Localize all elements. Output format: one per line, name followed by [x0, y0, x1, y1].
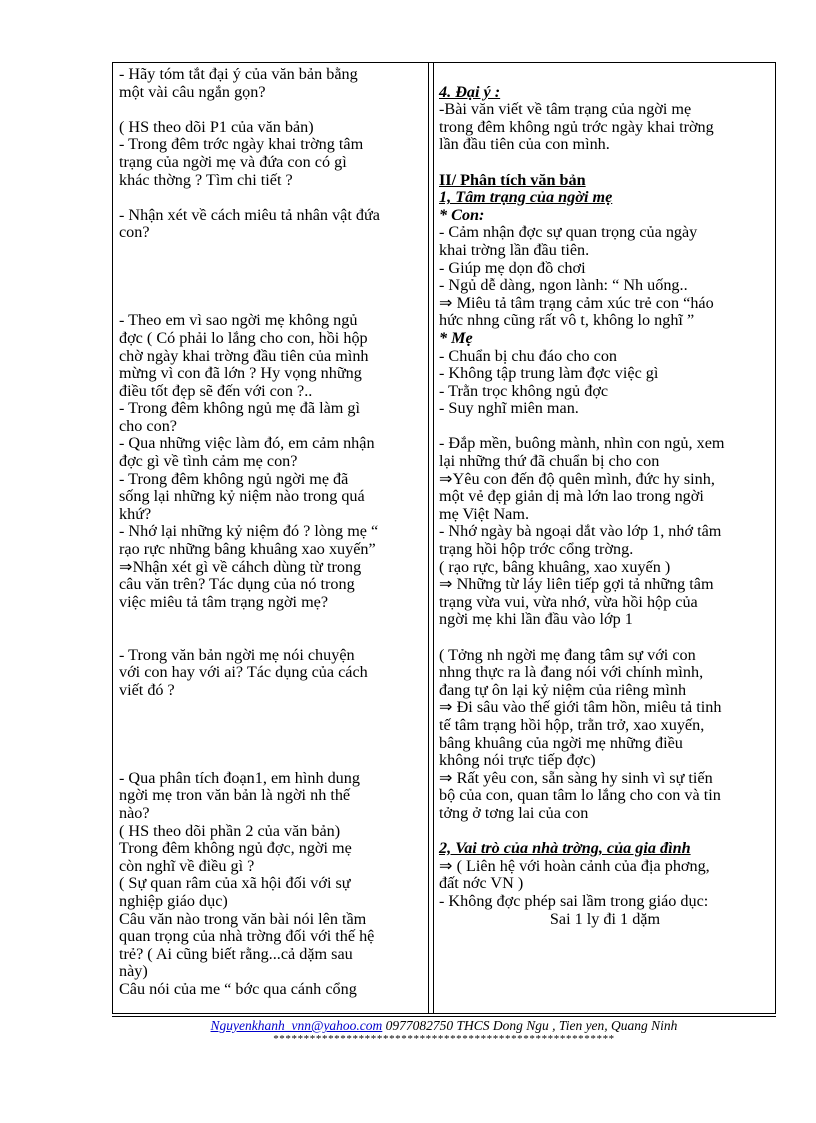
subheading-tam-trang: 1, Tâm trạng của ngời mẹ — [439, 188, 613, 207]
question-line: viết đó ? — [119, 680, 175, 699]
footer-rule — [112, 1016, 776, 1017]
me-line: - Chuẩn bị chu đáo cho con — [439, 346, 618, 365]
me-line: tởng ở tơng lai của con — [439, 803, 589, 822]
dai-y-line: trong đêm không ngủ trớc ngày khai trờng — [439, 117, 714, 136]
question-line: trạng của ngời mẹ và đứa con có gì — [119, 152, 347, 171]
question-line: con? — [119, 223, 150, 242]
me-line: lại những thứ đã chuẩn bị cho con — [439, 452, 660, 471]
question-line — [119, 611, 424, 629]
dai-y-text — [439, 101, 771, 154]
me-line: ngời mẹ khi lần đầu vào lớp 1 — [439, 610, 633, 629]
question-line: đợc gì về tình cảm mẹ con? — [119, 452, 298, 471]
me-line: bộ của con, quan tâm lo lắng cho con và tin — [439, 786, 721, 805]
question-line: đợc ( Có phải lo lắng cho con, hồi hộp — [119, 328, 368, 347]
question-line: chờ ngày khai trờng đầu tiên của mình — [119, 346, 369, 365]
question-line: một vài câu ngắn gọn? — [119, 82, 266, 101]
me-line: không nói trực tiếp đợc) — [439, 751, 596, 770]
me-line: ⇒ Đi sâu vào thế giới tâm hồn, miêu tả tinh — [439, 698, 722, 717]
footer-email-link[interactable]: Nguyenkhanh_vnn@yahoo.com — [210, 1018, 383, 1033]
footer-stars: ******************************************************** — [273, 1033, 615, 1045]
column-divider — [428, 62, 429, 1014]
me-line: đang tự ôn lại kỷ niệm của riêng mình — [439, 680, 687, 699]
section-heading-dai-y: 4. Đại ý : — [439, 82, 501, 101]
question-line: Trong đêm không ngủ đợc, ngời mẹ — [119, 839, 352, 858]
me-line: - Suy nghĩ miên man. — [439, 399, 579, 418]
section-heading-phan-tich: II/ Phân tích văn bản — [439, 170, 586, 189]
question-line: - Nhận xét về cách miêu tả nhân vật đứa — [119, 205, 380, 224]
me-text — [439, 348, 771, 823]
question-line — [119, 260, 424, 278]
me-line: ⇒ Những từ láy liên tiếp gợi tả những tâm — [439, 575, 714, 594]
question-line: Câu nói của me “ bớc qua cánh cổng — [119, 979, 357, 998]
question-line: - Trong đêm không ngủ ngời mẹ đã — [119, 469, 349, 488]
question-line: trẻ? ( Ai cũng biết rằng...cả dặm sau — [119, 944, 353, 963]
me-line — [439, 629, 771, 647]
proverb-line: Sai 1 ly đi 1 dặm — [549, 909, 661, 928]
question-line: điều tốt đẹp sẽ đến với con ?.. — [119, 381, 313, 400]
vai-tro-text — [439, 858, 771, 911]
question-line: câu văn trên? Tác dụng của nó trong — [119, 575, 355, 594]
me-line: ( rạo rực, bâng khuâng, xao xuyến ) — [439, 557, 671, 576]
me-line: tế tâm trạng hồi hộp, trằn trở, xao xuyến, — [439, 715, 705, 734]
question-line: - Qua những việc làm đó, em cảm nhận — [119, 434, 375, 453]
question-line: ⇒Nhận xét gì về cáhch dùng từ trong — [119, 557, 362, 576]
question-line: nào? — [119, 803, 150, 822]
question-line: ngời mẹ tron văn bản là ngời nh thế — [119, 786, 351, 805]
question-line: mừng vì con đã lớn ? Hy vọng những — [119, 364, 362, 383]
me-line: trạng hồi hộp trớc cổng trờng. — [439, 540, 634, 559]
me-line: - Nhớ ngày bà ngoại dắt vào lớp 1, nhớ tâm — [439, 522, 722, 541]
dai-y-line: lần đầu tiên của con mình. — [439, 135, 610, 154]
subheading-vai-tro: 2, Vai trò của nhà trờng, của gia đình — [439, 839, 691, 858]
question-line — [119, 629, 424, 647]
question-line — [119, 735, 424, 753]
me-line: - Đắp mền, buông mành, nhìn con ngủ, xem — [439, 434, 725, 453]
question-line: - Trong văn bản ngời mẹ nói chuyện — [119, 645, 355, 664]
label-me: * Mẹ — [439, 328, 473, 347]
vai-tro-line: đất nớc VN ) — [439, 874, 524, 893]
lesson-content-column — [439, 66, 771, 928]
page-footer — [112, 1018, 776, 1034]
column-divider — [433, 62, 434, 1014]
me-line — [439, 418, 771, 436]
teacher-questions-column — [119, 66, 424, 998]
me-line: bâng khuâng của ngời mẹ những điều — [439, 733, 683, 752]
con-line: - Cảm nhận đợc sự quan trọng của ngày — [439, 223, 698, 242]
me-line: - Không tập trung làm đợc việc gì — [439, 364, 659, 383]
dai-y-line: -Bài văn viết về tâm trạng của ngời mẹ — [439, 100, 692, 119]
question-line: - Hãy tóm tắt đại ý của văn bản bằng — [119, 65, 358, 83]
question-line: ( Sự quan râm của xã hội đối với sự — [119, 874, 351, 893]
question-line — [119, 277, 424, 295]
question-line: - Qua phân tích đoạn1, em hình dung — [119, 768, 360, 787]
question-line: quan trọng của nhà trờng đối với thế hệ — [119, 927, 375, 946]
footer-contact: 0977082750 THCS Dong Ngu , Tien yen, Quang Ninh — [382, 1018, 678, 1033]
question-line — [119, 101, 424, 119]
con-line: - Ngủ dễ dàng, ngon lành: “ Nh uống.. — [439, 276, 688, 295]
question-line: ( HS theo dõi phần 2 của văn bản) — [119, 821, 341, 840]
question-line: - Trong đêm trớc ngày khai trờng tâm — [119, 135, 364, 154]
me-line: ( Tởng nh ngời mẹ đang tâm sự với con — [439, 645, 696, 664]
question-line: này) — [119, 962, 148, 981]
question-line: - Trong đêm không ngủ mẹ đã làm gì — [119, 399, 361, 418]
vai-tro-line: - Không đợc phép sai lầm trong giáo dục: — [439, 891, 709, 910]
question-line — [119, 189, 424, 207]
me-line: trạng vừa vui, vừa nhớ, vừa hồi hộp của — [439, 592, 698, 611]
question-line: cho con? — [119, 416, 177, 435]
question-line — [119, 242, 424, 260]
question-line: - Theo em vì sao ngời mẹ không ngủ — [119, 311, 358, 330]
me-line: ⇒ Rất yêu con, sẵn sàng hy sinh vì sự tiến — [439, 768, 713, 787]
question-line: sống lại những kỷ niệm nào trong quá — [119, 487, 365, 506]
question-line — [119, 717, 424, 735]
me-line: một vẻ đẹp giản dị mà lớn lao trong ngời — [439, 487, 704, 506]
label-con: * Con: — [439, 205, 485, 224]
question-line — [119, 295, 424, 313]
con-line: ⇒ Miêu tả tâm trạng cảm xúc trẻ con “háo — [439, 293, 714, 312]
me-line: ⇒Yêu con đến độ quên mình, đức hy sinh, — [439, 469, 715, 488]
me-line: nhng thực ra là đang nói với chính mình, — [439, 663, 704, 682]
question-line: với con hay với ai? Tác dụng của cách — [119, 663, 368, 682]
question-line: khác thờng ? Tìm chi tiết ? — [119, 170, 293, 189]
question-line: rạo rực những bâng khuâng xao xuyến” — [119, 540, 376, 559]
question-line — [119, 699, 424, 717]
con-line: - Giúp mẹ dọn đồ chơi — [439, 258, 586, 277]
question-line: còn nghĩ về điều gì ? — [119, 856, 255, 875]
con-text — [439, 224, 771, 330]
question-line: ( HS theo dõi P1 của văn bản) — [119, 117, 314, 136]
me-line: - Trằn trọc không ngủ đợc — [439, 381, 609, 400]
me-line: mẹ Việt Nam. — [439, 504, 529, 523]
question-line: việc miêu tả tâm trạng ngời mẹ? — [119, 592, 329, 611]
vai-tro-line: ⇒ ( Liên hệ với hoàn cảnh của địa phơng, — [439, 856, 710, 875]
question-line: - Nhớ lại những kỷ niệm đó ? lòng mẹ “ — [119, 522, 379, 541]
question-line — [119, 752, 424, 770]
con-line: khai trờng lần đầu tiên. — [439, 240, 590, 259]
con-line: hức nhng cũng rất vô t, không lo nghĩ ” — [439, 311, 695, 330]
question-line: nghiệp giáo dục) — [119, 891, 228, 910]
question-line: Câu văn nào trong văn bài nói lên tầm — [119, 909, 367, 928]
question-line: khứ? — [119, 504, 152, 523]
